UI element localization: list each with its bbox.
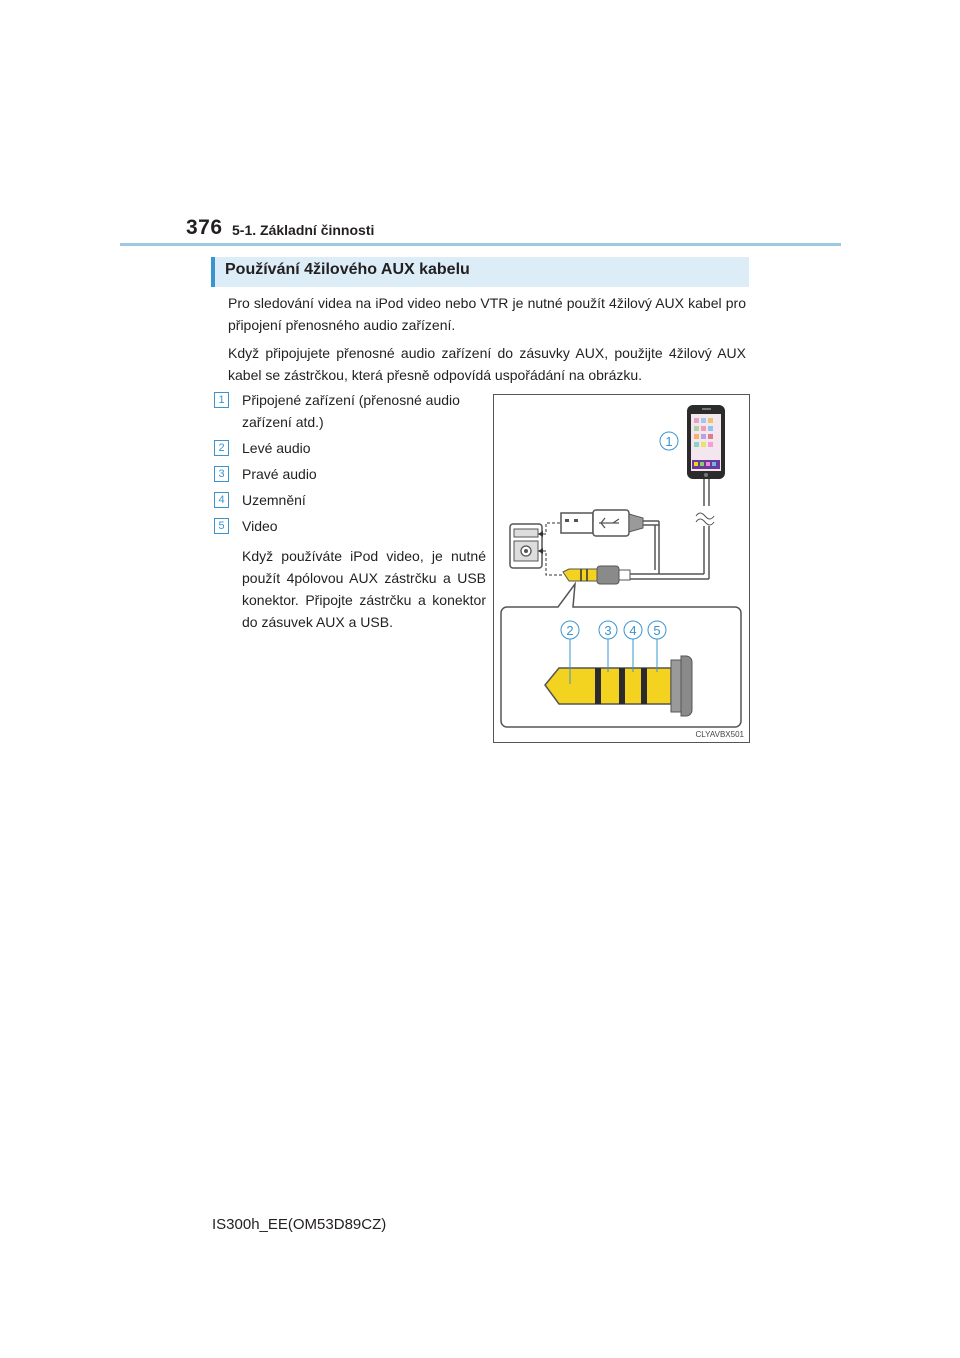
callout-4-label: 4	[629, 623, 637, 638]
list-item	[214, 515, 488, 537]
heading-text: Používání 4žilového AUX kabelu	[225, 261, 470, 278]
car-socket-panel	[510, 524, 542, 568]
list-item-text: Video	[242, 518, 278, 534]
connection-paragraph: Když připojujete přenosné audio zařízení do zásuvky AUX, použijte 4žilový AUX kabel se zástrčkou, která přesně odpovídá uspořádání na obrázku.	[228, 345, 746, 383]
list-item-text: Připojené zařízení (přenosné audio zařízení atd.)	[242, 392, 460, 430]
list-item-text: Uzemnění	[242, 492, 306, 508]
list-item	[214, 463, 488, 485]
phone-icon	[687, 405, 725, 479]
document-code: IS300h_EE(OM53D89CZ)	[212, 1216, 387, 1233]
intro-paragraph: Pro sledování videa na iPod video nebo VTR je nutné použít 4žilový AUX kabel pro připojení přenosného audio zařízení.	[228, 295, 746, 333]
section-heading	[211, 257, 749, 287]
number-badge: 3	[214, 466, 229, 482]
header-rule	[120, 243, 841, 246]
callout-5-label: 5	[653, 623, 661, 638]
parts-list	[214, 389, 488, 541]
number-badge: 2	[214, 440, 229, 456]
section-title: 5-1. Základní činnosti	[232, 222, 375, 238]
list-item	[214, 437, 488, 459]
ipod-note: Když používáte iPod video, je nutné použít 4pólovou AUX zástrčku a USB konektor. Připojte zástrčku a konektor do zásuvek AUX a USB.	[242, 548, 486, 630]
callout-1-label: 1	[665, 434, 673, 449]
callout-2-label: 2	[566, 623, 574, 638]
number-badge: 4	[214, 492, 229, 508]
page-number: 376	[186, 216, 223, 239]
list-item	[214, 489, 488, 511]
figure-code: CLYAVBX501	[695, 730, 744, 739]
list-item-text: Pravé audio	[242, 466, 317, 482]
aux-cable-illustration	[493, 394, 750, 743]
callout-3-label: 3	[604, 623, 612, 638]
number-badge: 1	[214, 392, 229, 408]
number-badge: 5	[214, 518, 229, 534]
list-item	[214, 389, 488, 433]
list-item-text: Levé audio	[242, 440, 311, 456]
